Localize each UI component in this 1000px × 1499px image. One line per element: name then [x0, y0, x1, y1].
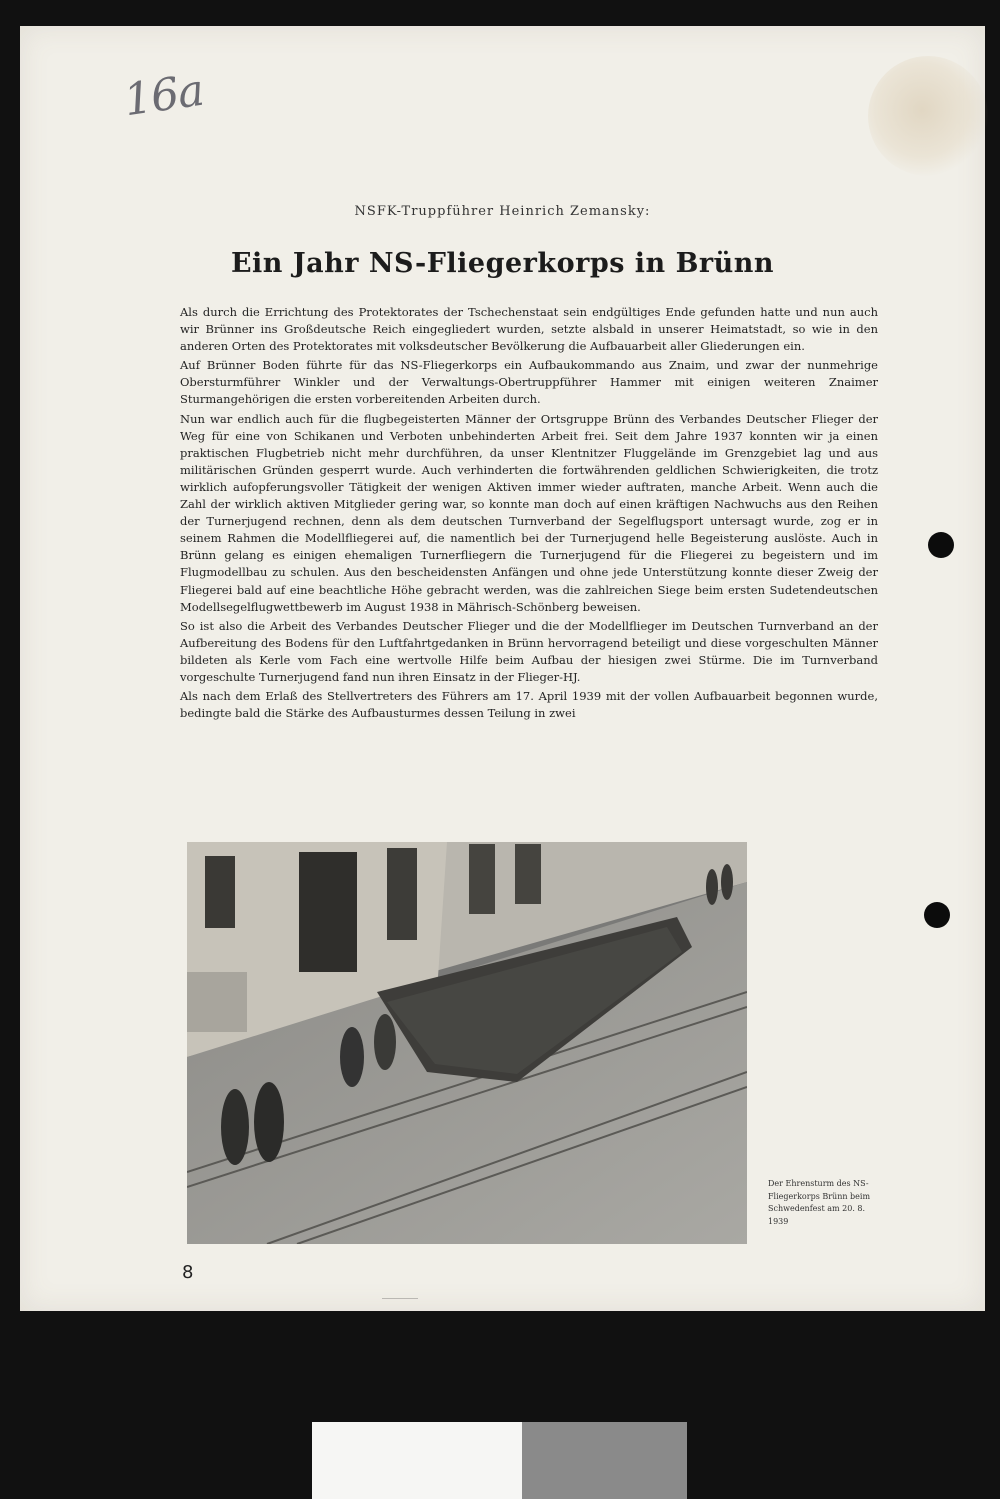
article-title: Ein Jahr NS-Fliegerkorps in Brünn: [230, 248, 775, 279]
parade-photo-illustration: [187, 842, 747, 1244]
paragraph-2: Auf Brünner Boden führte für das NS-Fliegerkorps ein Aufbaukommando aus Znaim, und zwar der nunmehrige Obersturmführer Winkler und der Verwaltungs-Obertruppführer Hammer mit einigen weiteren Znaimer Sturmangehörigen die ersten vorbereitenden Arbeiten durch.: [180, 358, 878, 407]
punch-hole-upper: [928, 532, 954, 558]
photo-caption: Der Ehrensturm des NS-Fliegerkorps Brünn beim Schwedenfest am 20. 8. 1939: [768, 1179, 871, 1226]
paragraph-3: Nun war endlich auch für die flugbegeisterten Männer der Ortsgruppe Brünn des Verbandes Deutscher Flieger der Weg für eine von Schikanen und Verboten unbehinderten Arbeit frei. Seit dem Jahre 1937 konnten wir ja einen praktischen Flugbetrieb nicht mehr durchführen, da unser Klentnitzer Fluggelände im Grenzgebiet lag und aus militärischen Gründen gesperrt wurde. Auch verhinderten die fortwährenden geldlichen Schwierigkeiten, die trotz wirklich aufopferungsvoller Tätigkeit der wenigen Aktiven immer wieder auftraten, manche Arbeit. Wenn auch die Zahl der wirklich aktiven Mitglieder gering war, so konnte man doch auf einen kräftigen Nachwuchs aus den Reihen der Turnerjugend rechnen, denn als dem deutschen Turnverband der Segelflugsport untersagt wurde, zog er in seinem Rahmen die Modellfliegerei auf, die namentlich bei der Turnerjugend helle Begeisterung auslöste. Auch in Brünn gelang es einigen ehemaligen Turnerfliegern die Turnerjugend für die Fliegerei zu begeistern und im Flugmodellbau zu schulen. Aus den bescheidensten Anfängen und ohne jede Unterstützung konnte dieser Zweig der Fliegerei bald auf eine beachtliche Höhe gebracht werden, was die zahlreichen Siege beim ersten Sudetendeutschen Modellsegelflugwettbewerb im August 1938 in Mährisch-Schönberg beweisen.: [180, 411, 878, 614]
page-number: 8: [182, 1262, 194, 1283]
paragraph-1: Als durch die Errichtung des Protektorates der Tschechenstaat sein endgültiges Ende gefunden hatte und nun auch wir Brünner ins Großdeutsche Reich eingegliedert wurden, setzte alsbald in unserer Heimatstadt, so wie in den anderen Orten des Protektorates mit volksdeutscher Bevölkerung die Aufbauarbeit aller Gliederungen ein.: [180, 305, 878, 354]
paragraph-5: Als nach dem Erlaß des Stellvertreters des Führers am 17. April 1939 mit der vollen Aufbauarbeit begonnen wurde, bedingte bald die Stärke des Aufbausturmes dessen Teilung in zwei: [180, 689, 878, 721]
pencil-mark: [382, 1290, 418, 1299]
gray-swatch: [522, 1422, 687, 1499]
author-byline: NSFK-Truppführer Heinrich Zemansky:: [354, 204, 651, 219]
parade-photo: [187, 842, 747, 1244]
punch-hole-lower: [924, 902, 950, 928]
white-swatch: [312, 1422, 522, 1499]
article-body: [180, 304, 878, 724]
water-stain: [868, 56, 988, 176]
document-page: [20, 26, 985, 1311]
color-reference-card: [312, 1422, 687, 1499]
paragraph-4: So ist also die Arbeit des Verbandes Deutscher Flieger und die der Modellflieger im Deutschen Turnverband an der Aufbereitung des Bodens für den Luftfahrtgedanken in Brünn hervorragend beteiligt und diese vorgeschulten Männer bildeten als Kerle vom Fach eine wertvolle Hilfe beim Aufbau der hiesigen zwei Stürme. Die im Turnverband vorgeschulte Turnerjugend fand nun ihren Einsatz in der Flieger-HJ.: [180, 618, 878, 684]
handwritten-note: 16a: [120, 64, 207, 127]
